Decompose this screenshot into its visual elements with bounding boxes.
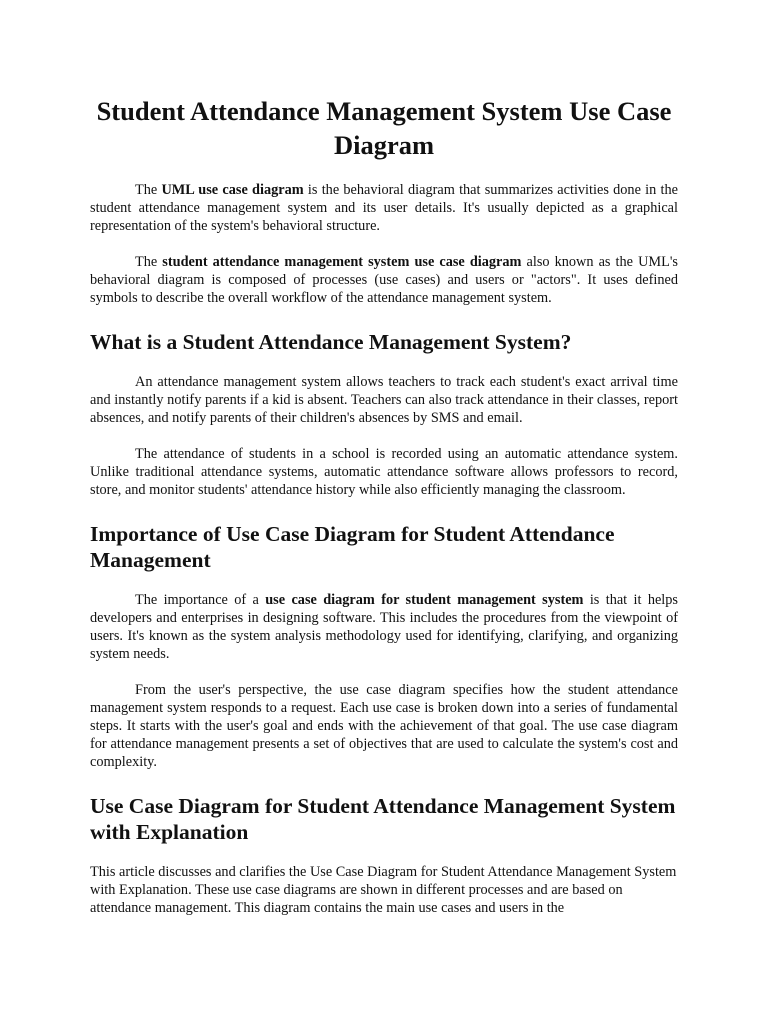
section-heading-what-is: What is a Student Attendance Management System? [90, 330, 572, 354]
uml-use-case-diagram-term: UML use case diagram [161, 182, 304, 198]
explanation-paragraph-1: This article discusses and clarifies the Use Case Diagram for Student Attendance Management System with Explanation. These use case diagrams are shown in different processes and are based on attendance management. This diagram contains the main use cases and users in the [90, 864, 677, 916]
what-is-paragraph-2: The attendance of students in a school is recorded using an automatic attendance system. Unlike traditional attendance systems, automatic attendance software allows professors to record, store, and monitor students' attendance history while also efficiently managing the classroom. [90, 446, 678, 498]
importance-paragraph-1-lead: The importance of a [135, 592, 266, 608]
importance-paragraph-2: From the user's perspective, the use case diagram specifies how the student attendance management system responds to a request. Each use case is broken down into a series of fundamental steps. It starts with the user's goal and ends with the achievement of that goal. The use case diagram for attendance management presents a set of objectives that are used to calculate the system's cost and complexity. [90, 682, 678, 770]
intro-paragraph-2-rest: also known as the UML's behavioral diagram is composed of processes (use cases) and users or "actors". It uses defined symbols to describe the overall workflow of the attendance management system. [90, 254, 678, 306]
importance-paragraph-1-rest: is that it helps developers and enterprises in designing software. This includes the procedures from the viewpoint of users. It's known as the system analysis methodology used for identifying, clarifying, and organizing system needs. [90, 592, 678, 662]
section-heading-importance: Importance of Use Case Diagram for Student Attendance Management [90, 522, 615, 572]
intro-paragraph-2-lead: The [135, 254, 163, 270]
use-case-diagram-student-management-term: use case diagram for student management system [265, 592, 584, 608]
intro-paragraph-2 [90, 253, 678, 307]
attendance-use-case-diagram-term: student attendance management system use case diagram [162, 254, 522, 270]
section-heading-use-case-explanation: Use Case Diagram for Student Attendance Management System with Explanation [90, 794, 676, 844]
importance-paragraph-1 [90, 591, 678, 663]
what-is-paragraph-1: An attendance management system allows teachers to track each student's exact arrival time and instantly notify parents if a kid is absent. Teachers can also track attendance in their classes, report absences, and notify parents of their children's absences by SMS and email. [90, 374, 678, 426]
intro-paragraph-1-lead: The [135, 182, 162, 198]
page-title: Student Attendance Management System Use Case Diagram [96, 96, 672, 160]
intro-paragraph-1-rest: is the behavioral diagram that summarizes activities done in the student attendance management system and its user details. It's usually depicted as a graphical representation of the system's behavioral structure. [90, 182, 678, 234]
document-page [90, 0, 678, 917]
intro-paragraph-1 [90, 181, 678, 235]
